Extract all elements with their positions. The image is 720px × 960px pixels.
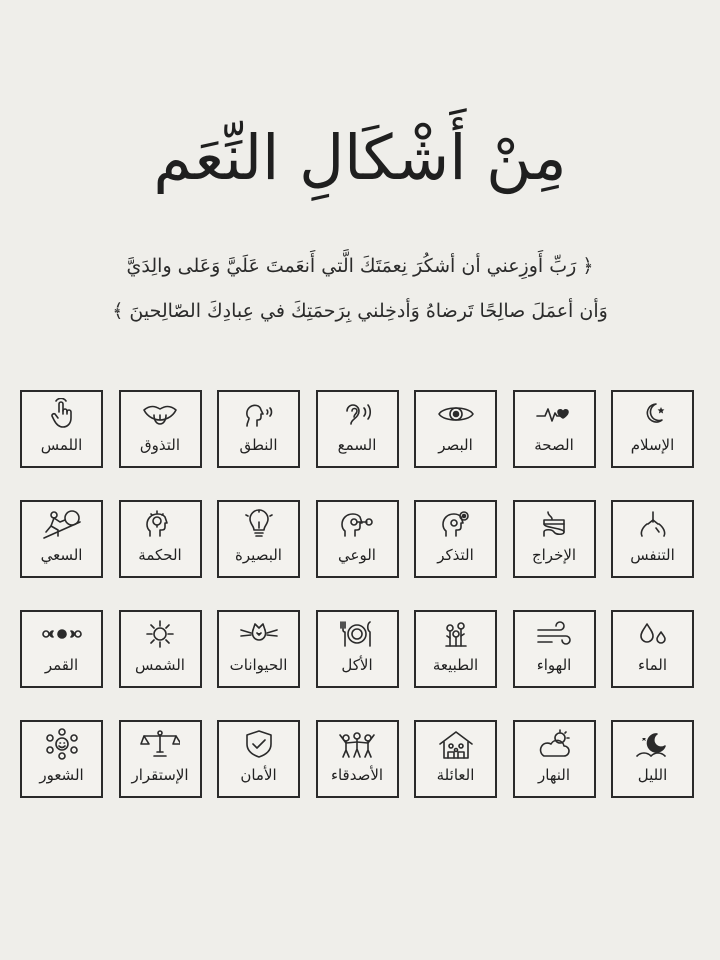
friends-icon (337, 728, 377, 764)
head-gear-icon (436, 508, 476, 544)
intestine-icon (534, 508, 574, 544)
tile-label: القمر (44, 656, 79, 674)
tile-heartbeat (513, 390, 596, 468)
tile-label: الوعي (338, 546, 376, 564)
tile-sun-cloud (513, 720, 596, 798)
tile-label: الحكمة (138, 546, 182, 564)
head-target-icon (337, 508, 377, 544)
tongue-icon (140, 398, 180, 434)
plate-cutlery-icon (337, 618, 377, 654)
family-house-icon (436, 728, 476, 764)
tile-head-target (316, 500, 399, 578)
tile-label: اللمس (40, 436, 83, 454)
verse-line-1: ﴿ رَبِّ أَوزِعني أن أشكُرَ نِعمَتَكَ الَّتي أَنعَمتَ عَلَيَّ وَعَلى والِدَيَّ (126, 255, 594, 277)
tile-balance (119, 720, 202, 798)
tile-label: الماء (637, 656, 668, 674)
tile-intestine (513, 500, 596, 578)
tile-label: النهار (538, 766, 570, 784)
tile-sun (119, 610, 202, 688)
tile-label: الأمان (240, 766, 277, 784)
water-drops-icon (633, 618, 673, 654)
tile-label: التنفس (630, 546, 675, 564)
tile-label: الليل (637, 766, 668, 784)
cat-face-icon (239, 618, 279, 654)
sun-icon (140, 618, 180, 654)
tile-family-house (414, 720, 497, 798)
push-boulder-icon (42, 508, 82, 544)
moon-phases-icon (42, 618, 82, 654)
tile-label: الهواء (536, 656, 572, 674)
tile-label: التذوق (139, 436, 181, 454)
tile-ear (316, 390, 399, 468)
head-bulb-icon (140, 508, 180, 544)
shield-check-icon (239, 728, 279, 764)
tile-label: الأصدقاء (330, 766, 384, 784)
tile-push-boulder (20, 500, 103, 578)
tile-label: الشعور (39, 766, 84, 784)
tile-wind (513, 610, 596, 688)
verse-line-2: وَأن أعمَلَ صالِحًا تَرضاهُ وَأدخِلني بِرَحمَتِكَ في عِبادِكَ الصّالِحينَ ﴾ (112, 300, 608, 322)
tile-label: الحيوانات (229, 656, 288, 674)
blessings-grid (19, 390, 694, 798)
tile-crescent-star (611, 390, 694, 468)
emotions-icon (42, 728, 82, 764)
wind-icon (534, 618, 574, 654)
tile-label: الإخراج (531, 546, 577, 564)
lightbulb-icon (239, 508, 279, 544)
tile-label: السمع (337, 436, 377, 454)
tile-emotions (20, 720, 103, 798)
flowers-icon (436, 618, 476, 654)
page-title: مِنْ أَشْكَالِ النِّعَم (153, 121, 567, 194)
tile-head-bulb (119, 500, 202, 578)
tile-tongue (119, 390, 202, 468)
speaking-head-icon (239, 398, 279, 434)
tile-eye (414, 390, 497, 468)
tile-label: البصر (438, 436, 473, 454)
tile-plate-cutlery (316, 610, 399, 688)
tile-label: النطق (239, 436, 278, 454)
tile-label: العائلة (436, 766, 475, 784)
tile-head-gear (414, 500, 497, 578)
tile-cat-face (217, 610, 300, 688)
tile-lungs (611, 500, 694, 578)
ear-icon (337, 398, 377, 434)
tile-label: الصحة (534, 436, 574, 454)
eye-icon (436, 398, 476, 434)
tile-speaking-head (217, 390, 300, 468)
tile-label: الإسلام (630, 436, 675, 454)
tile-friends (316, 720, 399, 798)
tile-label: الإستقرار (131, 766, 189, 784)
sun-cloud-icon (534, 728, 574, 764)
tile-label: الشمس (135, 656, 185, 674)
tile-night-moon (611, 720, 694, 798)
tile-shield-check (217, 720, 300, 798)
night-moon-icon (633, 728, 673, 764)
tile-water-drops (611, 610, 694, 688)
balance-icon (140, 728, 180, 764)
touch-hand-icon (42, 398, 82, 434)
tile-lightbulb (217, 500, 300, 578)
crescent-star-icon (633, 398, 673, 434)
tile-moon-phases (20, 610, 103, 688)
tile-flowers (414, 610, 497, 688)
tile-label: الأكل (341, 656, 373, 674)
heartbeat-icon (534, 398, 574, 434)
tile-label: البصيرة (235, 546, 282, 564)
tile-label: السعي (40, 546, 83, 564)
tile-label: التذكر (437, 546, 474, 564)
tile-label: الطبيعة (432, 656, 479, 674)
lungs-icon (633, 508, 673, 544)
tile-touch-hand (20, 390, 103, 468)
